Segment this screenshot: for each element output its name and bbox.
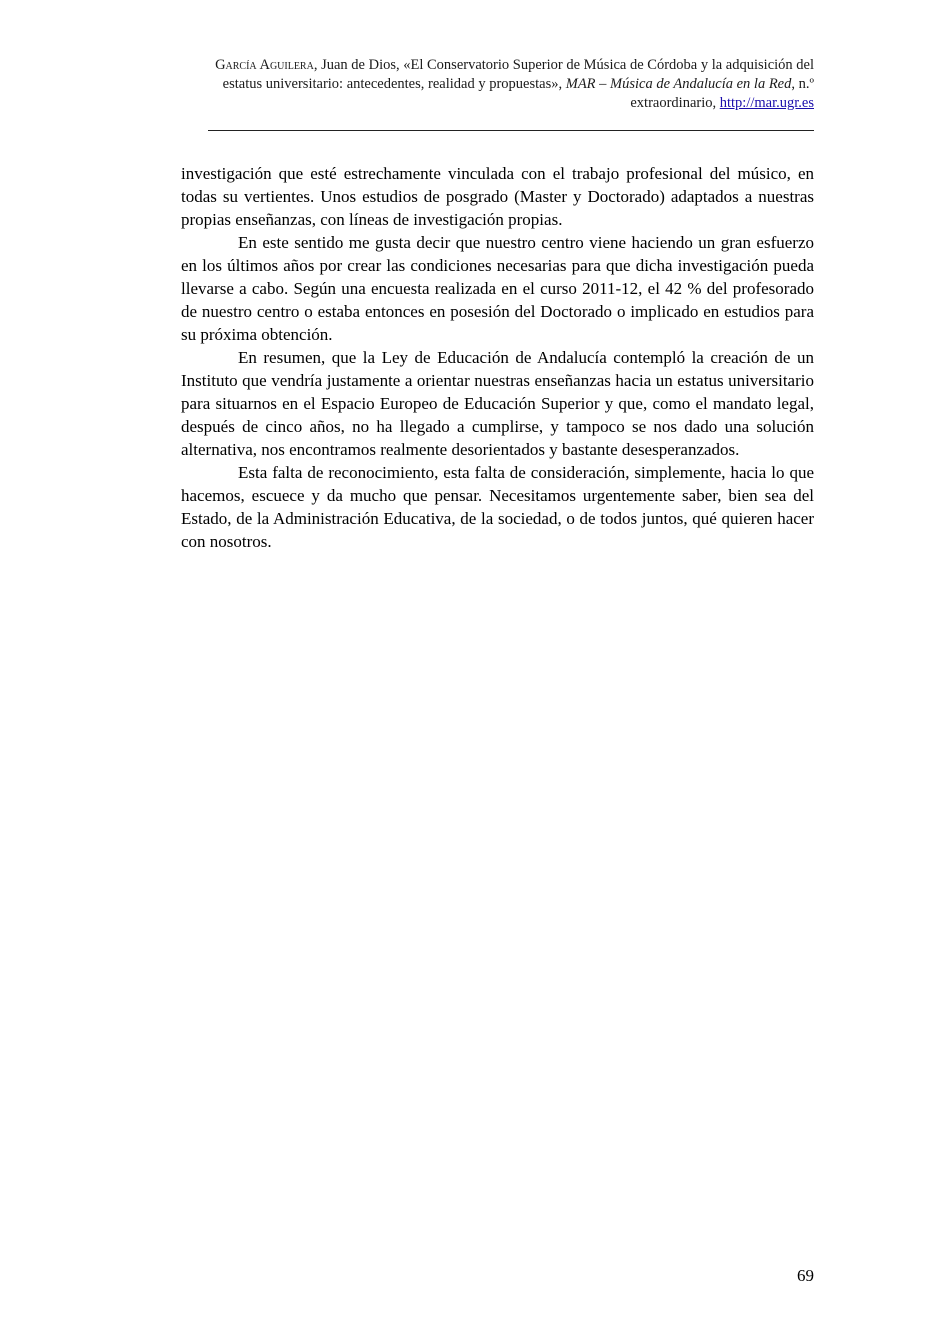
journal-name: MAR – Música de Andalucía en la Red (565, 76, 792, 92)
running-header (208, 56, 814, 113)
paragraph-3: En resumen, que la Ley de Educación de Andalucía contempló la creación de un Instituto que vendría justamente a orientar nuestras enseñanzas hacia un estatus universitario para situarnos en el Espacio Europeo de Educación Superior y que, como el mandato legal, después de cinco años, no ha llegado a cumplirse, y tampoco se nos dado una solución alternativa, nos encontramos realmente desorientados y bastante desesperanzados. (181, 348, 814, 459)
header-separator: , (558, 76, 566, 92)
paragraph-2: En este sentido me gusta decir que nuestro centro viene haciendo un gran esfuerzo en los últimos años por crear las condiciones necesarias para que dicha investigación pueda llevarse a cabo. Según una encuesta realizada en el curso 2011-12, el 42 % del profesorado de nuestro centro o estaba entonces en posesión del Doctorado o implicado en estudios para su próxima obtención. (181, 233, 814, 344)
article-body (181, 162, 814, 553)
paragraph-4: Esta falta de reconocimiento, esta falta de consideración, simplemente, hacia lo que hacemos, escuece y da mucho que pensar. Necesitamos urgentemente saber, bien sea del Estado, de la Administración Educativa, de la sociedad, o de todos juntos, qué quieren hacer con nosotros. (181, 463, 814, 551)
page-number: 69 (797, 1266, 814, 1285)
author-surname: García Aguilera (215, 57, 314, 73)
issue-info: , n.º extraordinario, (630, 76, 814, 111)
header-divider (208, 130, 814, 131)
paragraph-1: investigación que esté estrechamente vinculada con el trabajo profesional del músico, en todas su vertientes. Unos estudios de posgrado (Master y Doctorado) adaptados a nuestras propias enseñanzas, con líneas de investigación propias. (181, 164, 814, 229)
journal-link[interactable]: http://mar.ugr.es (719, 95, 814, 111)
article-title: «El Conservatorio Superior de Música de Córdoba y la adquisición del estatus universitario: antecedentes, realidad y propuestas» (222, 57, 814, 92)
author-name: , Juan de Dios, (313, 57, 404, 73)
